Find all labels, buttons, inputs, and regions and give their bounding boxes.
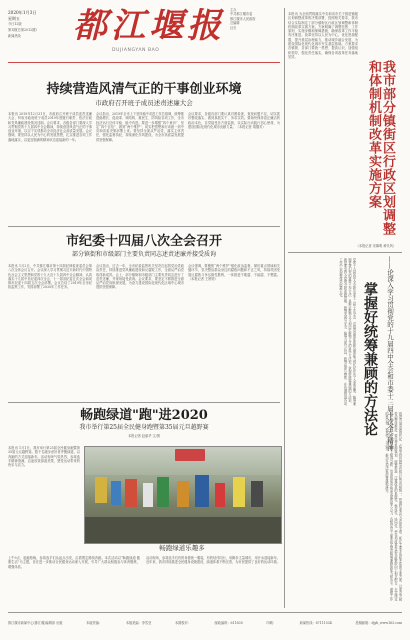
masthead-title: 都江堰报 [73, 6, 225, 46]
footer-item: 都江堰市新闻中心(都江堰)编辑部 出版 [8, 620, 63, 625]
running-photo [84, 446, 282, 544]
middle-left-body-col-1: 本报讯 1月2日，中共都江堰市第十四届纪律检查委员会第八次全体会议召开。会议深入学习贯彻习近平新时代中国特色社会主义思想和党的十九大及十九届四中全会精神，认真落实十九届中央纪委四次全会、十一届省纪委五次全会和成都市纪委十四届五次全会部署。会议总结了2019年全市纪检监察工作，安排部署了2020年工作任务。 [8, 264, 92, 290]
masthead-right-line: 社长 [230, 25, 237, 30]
masthead-rule [8, 62, 280, 63]
masthead-weekday: 星期五 [8, 16, 20, 21]
bottom-left-body-col-2: 上午9点，起跑枪响，参赛选手们从起点出发，沿着既定路线奔跑。本次活动以“畅跑绿道 健康生活”为主题，旨在进一步推动全民健身运动深入开展，引导广大群众积极参与体育锻炼，增强体质。 [8, 556, 140, 569]
masthead-hotline-label: 新闻热线 [8, 34, 21, 38]
photo-caption: 畅跑绿道乐趣多 [159, 544, 205, 552]
top-left-subhead: 市政府召开班子成员述责述廉大会 [95, 99, 193, 107]
masthead-right-line: 总编辑 [230, 21, 240, 26]
footer-item: 新闻热线：87111534 [299, 620, 332, 625]
bottom-left-body-col-3: 活动现场，参赛选手们有的身着统一服装，有的结伴同行，用脚步丈量城市，用汗水迎接新年。近年来，我市持续推进全民健身设施建设，绿道体系不断完善，为市民提供了良好的运动环境。 [146, 556, 280, 565]
section-divider [8, 226, 280, 227]
column-divider [284, 8, 285, 608]
top-left-body-col-3: 会议要求，各级各部门要认真对照检查，查找问题不足，切实抓好整改落实，做到真抓实干、务求实效。要始终保持清正廉洁的政治本色，自觉接受各方面监督，以实际行动践行初心使命，为建设国际化现代化城市贡献力量。（本报记者 胡馨芳） [188, 112, 280, 129]
section-divider [288, 252, 402, 253]
masthead-issue: 今日12版 [8, 22, 22, 26]
masthead-right-line: 都江堰市人民政府 [230, 16, 256, 21]
footer [8, 616, 402, 630]
bottom-left-body-col-1: 本报讯 1月1日，我市举行第25届全民健身跑暨第35届元旦越野赛。数千名跑步爱好者齐聚绿道，以奔跑的方式迎接新年。活动现场气氛热烈，参赛选手精神饱满，沿途欣赏绿道美景，感受运动带来的快乐与活力。 [8, 446, 80, 468]
middle-left-body-col-3: 会议强调，要聚焦“两个维护”强化政治监督，紧盯重点领域和关键环节，坚决整治群众身边的腐败问题和不正之风，持续巩固发展反腐败斗争压倒性胜利，一体推进不敢腐、不能腐、不想腐。（本报记者 王婷婷） [188, 264, 280, 281]
masthead-right [230, 8, 275, 58]
masthead-date: 2020年1月3日 [8, 10, 37, 15]
top-left-body-col-2: 会议指出，2019年全市上下坚持稳中求进工作总基调，统筹推进稳增长、促改革、调结构、惠民生、防风险各项工作，全市经济运行总体平稳、稳中有进。要进一步增强“四个意识”、坚定“四个自信”、做到“两个维护”，切实把思想和行动统一到中央和省委决策部署上来。要坚持全面从严治党，落实主体责任，强化监督执纪，持续深化作风建设，为全市高质量发展提供坚强保障。 [96, 112, 184, 142]
masthead-serial: 第1期(总第2012期) [8, 28, 37, 32]
top-left-body-col-1: 本报讯 2019年12月31日，市政府召开班子成员述责述廉大会，听取市政府班子成员2019年度履行职责、依法行政和党风廉政建设情况述职。会议要求，各级各部门要深入学习贯彻党的十九届四中全会精神，持续营造风清气正的干事创业环境，以实干实绩推动全市经济社会高质量发展。会议强调，要坚持以人民为中心的发展思想，扎实推进各项工作落地落实，以更加饱满的精神状态迎接新的一年。 [8, 112, 92, 142]
bottom-left-subhead: 我市举行第25届全民健身跑暨第35届元旦越野赛 [79, 424, 209, 431]
vertical-feature-intro: ——论深入学习贯彻党的十九届四中全会和市委十三届十次全会精神 [386, 256, 394, 451]
footer-item: 本期校对： [175, 620, 191, 625]
footer-item: 投稿邮箱：djyb_www163.com [355, 620, 402, 625]
footer-item: 本版美编：李雪莹 [125, 620, 152, 625]
top-left-headline: 持续营造风清气正的干事创业环境 [46, 82, 242, 97]
top-right-headline: 我市部分镇街区行政区划调整和体制机制改革实施方案 [366, 60, 395, 236]
vertical-feature-body-2: 推进市域治理现代化，必须坚持问题导向和目标导向相统一，把握好重点与全局的关系，抓住主要矛盾和矛盾的主要方面，以重点突破带动整体推进。要坚持系统谋划、统筹推进，注重改革的系统性、整体性、协同性，使各项改革举措在政策取向上相互配合、在实施过程中相互促进、在实际成效上相得益彰，形成推动高质量发展的强大合力。各级党员干部要切实提高统筹兼顾的能力和水平，增强工作的科学性、预见性、主动性，推动各项决策部署落地落实。 [384, 412, 402, 601]
middle-left-body-col-2: 会议指出，过去一年，全市纪检监察机关坚决扛起管党治党政治责任，持续推进党风廉政建设和反腐败工作，全面从严治党取得新成效。会上，部分镇街和市级部门主要负责同志进行了述责述廉，并现场接受质询。会议要求，要坚定不移推进全面从严治党向纵深发展，为奋力建设国际化现代化区域中心城市提供坚强保障。 [96, 264, 184, 290]
masthead-right-line: 中共都江堰市委 [230, 12, 253, 17]
footer-item: 本版责编： [86, 620, 103, 625]
footer-rule [8, 612, 402, 613]
masthead-pinyin: DUJIANGYAN BAO [112, 48, 160, 53]
masthead-right-line: 主办 [230, 8, 237, 12]
middle-left-headline: 市纪委十四届八次全会召开 [65, 234, 222, 249]
bottom-left-headline: 畅跑绿道"跑"进2020 [80, 408, 208, 423]
top-right-byline: （本报记者 宋冀明 黄代风） [355, 244, 396, 248]
vertical-feature-headline: 掌握好统筹兼顾的方法论 [362, 282, 378, 436]
section-divider [8, 402, 280, 403]
vertical-feature-body-1: 党的十九届四中全会和市委十三届十次全会，对推进治理体系和治理能力现代化作出了全面部署。统筹兼顾是我们党的重要工作方法，是辩证唯物主义和历史唯物主义的科学方法论。掌握好统筹兼顾的方法论，就是要坚持全局观念和系统思维，统筹发展与安全，统筹当前与长远，统筹局部与整体，在协调推进各项工作中实现整体效能最大化。 [338, 258, 356, 406]
bottom-left-byline: 本报记者 赵丽华 文/图 [128, 434, 160, 438]
top-right-body: 本报讯 为全面贯彻落实中央和省市关于推进镇级区划调整改革的决策部署，按照相关要求，我市结合实际制定了部分镇街区行政区划调整和体制机制改革实施方案。方案明确了调整范围、工作原则、实施步骤和保障措施，确保改革工作平稳有序推进。改革坚持以人民为中心，优化资源配置，提升基层治理能力，推动城乡融合发展，为建设国际化现代化城市夯实基层基础。方案要求各镇街、各部门要统一思想、提高认识，加强组织领导，强化责任落实，确保各项改革任务落地见效。 [288, 12, 358, 59]
footer-item: 印刷： [266, 620, 276, 625]
middle-left-subhead: 部分镇街和市级部门主要负责同志述责述廉并接受质询 [71, 251, 216, 258]
footer-item: 邮政编码：611830 [214, 620, 243, 625]
